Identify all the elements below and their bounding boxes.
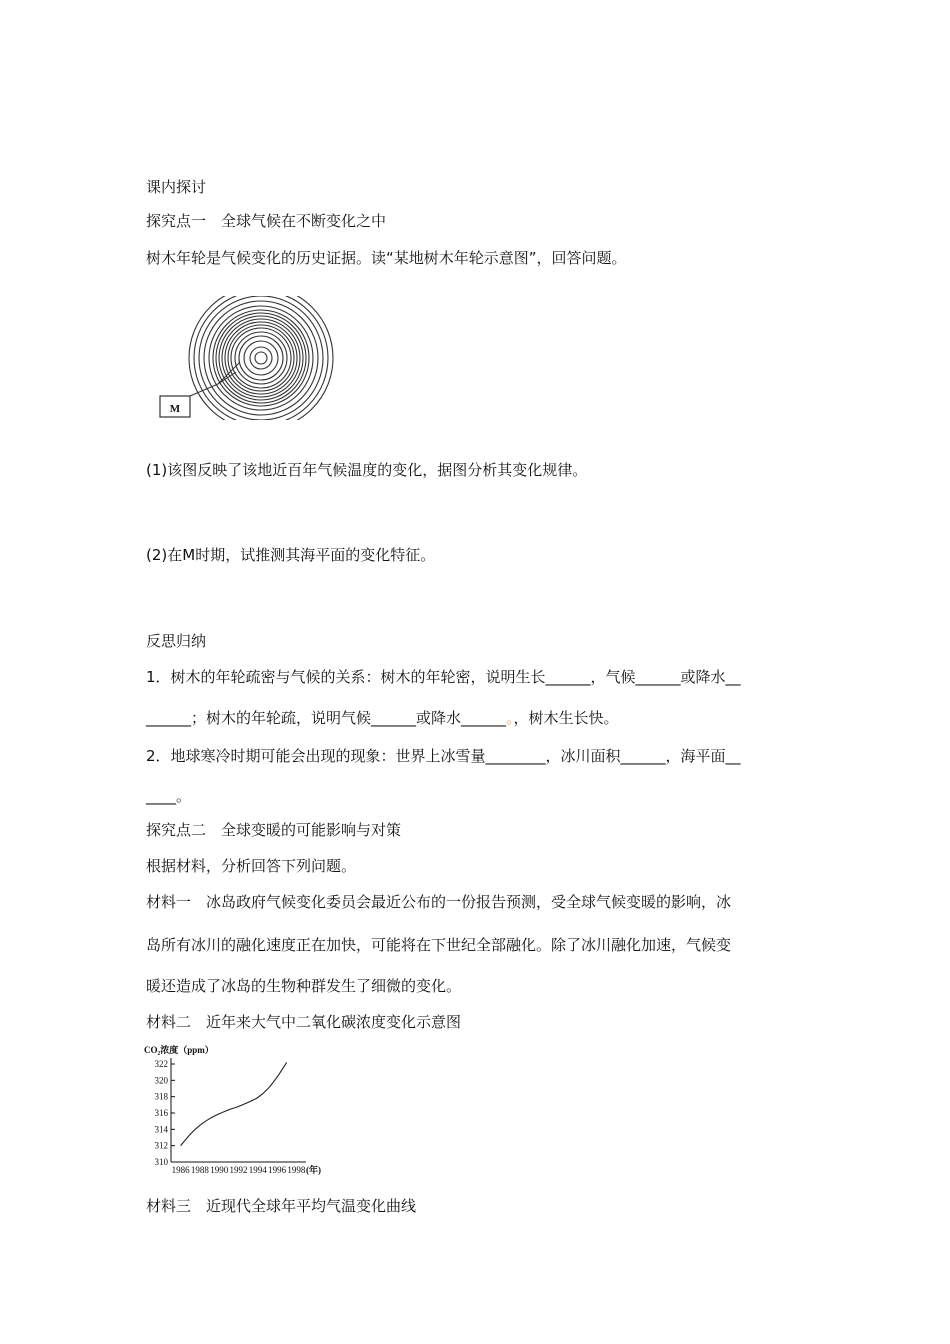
tree-ring [216,313,306,403]
reflection-1-line-1: 1．树木的年轮疏密与气候的关系：树木的年轮密，说明生长______，气候______或降水__ [146,668,741,686]
question-2: (2)在M时期，试推测其海平面的变化特征。 [146,546,436,564]
tree-ring [235,332,287,384]
reflection-1-pre: ______；树木的年轮疏，说明气候______或降水______ [146,709,507,727]
tree-ring [199,296,323,420]
tree-ring [250,347,272,369]
tree-ring [204,301,318,415]
co2-chart [136,1042,346,1178]
x-axis-label: (年) [306,1165,321,1175]
intro-text-1: 树木年轮是气候变化的历史证据。读“某地树木年轮示意图”，回答问题。 [146,249,627,267]
y-tick-label: 322 [154,1059,168,1069]
x-tick-label: 1990 [210,1165,229,1175]
exploration-point-2: 探究点二 全球变暖的可能影响与对策 [146,821,402,839]
x-tick-label: 1998 [287,1165,306,1175]
tree-ring [239,336,283,380]
tree-ring-figure [158,296,348,420]
reflection-1-line-2 [146,708,619,728]
tree-ring [194,296,328,420]
small-mark: 。 [506,709,514,727]
reflection-1-post: ，树木生长快。 [513,709,619,727]
material-3-caption: 材料三 近现代全球年平均气温变化曲线 [146,1197,417,1215]
x-tick-label: 1986 [171,1165,190,1175]
x-tick-label: 1996 [268,1165,287,1175]
tree-ring [228,325,294,391]
x-tick-label: 1988 [190,1165,209,1175]
question-1: (1)该图反映了该地近百年气候温度的变化，据图分析其变化规律。 [146,461,588,479]
y-tick-label: 316 [154,1108,168,1118]
y-tick-label: 310 [154,1157,168,1167]
tree-ring [222,319,300,397]
section-heading: 课内探讨 [146,178,207,196]
tree-ring [231,328,291,388]
tree-ring [225,322,297,394]
y-tick-label: 314 [154,1124,168,1135]
material-1-line-3: 暖还造成了冰岛的生物种群发生了细微的变化。 [146,977,462,995]
label-m: M [169,403,181,415]
y-tick-label: 318 [154,1091,168,1102]
y-tick-label: 312 [154,1140,168,1151]
y-axis-label: CO₂浓度（ppm） [144,1045,214,1055]
material-1-line-1: 材料一 冰岛政府气候变化委员会最近公布的一份报告预测，受全球气候变暖的影响，冰 [146,893,732,911]
reflection-2-line-2: ____。 [146,787,192,805]
tree-ring [244,341,278,375]
series-line [181,1062,287,1145]
tree-ring [255,352,267,364]
material-1-line-2: 岛所有冰川的融化速度正在加快，可能将在下世纪全部融化。除了冰川融化加速，气候变 [146,936,732,954]
material-2-caption: 材料二 近年来大气中二氧化碳浓度变化示意图 [146,1013,462,1031]
tree-ring [219,316,303,400]
x-tick-label: 1994 [248,1165,267,1175]
tree-ring [213,310,309,406]
reflection-heading: 反思归纳 [146,632,207,650]
reflection-2-line-1: 2．地球寒冷时期可能会出现的现象：世界上冰雪量________，冰川面积______，海平面__ [146,747,741,765]
x-tick-label: 1992 [229,1165,248,1175]
intro-text-2: 根据材料，分析回答下列问题。 [146,857,357,875]
y-tick-label: 320 [154,1075,168,1086]
exploration-point-1: 探究点一 全球气候在不断变化之中 [146,212,387,230]
